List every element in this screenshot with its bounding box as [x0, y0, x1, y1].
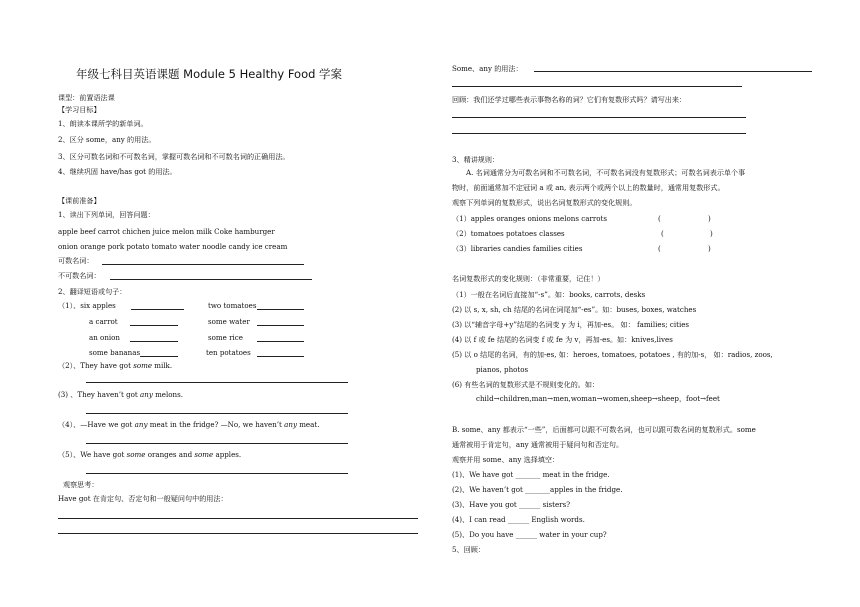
plural-example: （3）libraries candies families cities: [452, 244, 583, 253]
section-3-heading: 3、精讲规则：: [452, 155, 500, 164]
goals-heading: 【学习目标】: [58, 105, 101, 114]
phrase-left: a carrot: [89, 317, 118, 326]
goal-item: 4、继续巩固 have/has got 的用法。: [58, 167, 177, 176]
sentence-2: （2）、They have got some milk.: [58, 361, 173, 370]
answer-line[interactable]: [452, 117, 746, 118]
rule-a-text: 物时，前面通常加不定冠词 a 或 an, 表示两个或两个以上的数量时，通常用复数形式。: [452, 183, 725, 192]
answer-line[interactable]: [140, 356, 178, 357]
word-list-row: apple beef carrot chichen juice melon milk Coke hamburger: [58, 227, 275, 236]
phrase-right: ten potatoes: [206, 348, 251, 357]
answer-line[interactable]: [130, 325, 178, 326]
plural-example: （2）tomatoes potatoes classes: [452, 229, 565, 238]
answer-paren-open: (: [661, 229, 664, 238]
goal-item: 3、区分可数名词和不可数名词，掌握可数名词和不可数名词的正确用法。: [58, 152, 290, 161]
task-1: 1、读出下列单词，回答问题：: [58, 210, 155, 219]
prep-heading: 【课前准备】: [58, 196, 101, 205]
answer-line[interactable]: [86, 413, 348, 414]
plural-rule: (3) 以“辅音字母+y”结尾的名词变 y 为 i，再加-es。 如： families; cities: [452, 320, 690, 329]
answer-line[interactable]: [452, 133, 746, 134]
answer-paren-open: (: [658, 244, 661, 253]
phrase-left: an onion: [89, 333, 121, 342]
rule-a-text: A. 名词通常分为可数名词和不可数名词，不可数名词没有复数形式；可数名词表示单个事: [466, 168, 746, 177]
answer-line[interactable]: [58, 533, 418, 534]
task-2: 2、翻译短语或句子：: [58, 287, 127, 296]
answer-line[interactable]: [110, 279, 312, 280]
answer-line[interactable]: [257, 356, 304, 357]
answer-line[interactable]: [257, 325, 304, 326]
answer-line[interactable]: [534, 71, 812, 72]
have-got-usage: Have got 在肯定句、否定句和一般疑问句中的用法：: [58, 494, 228, 503]
plural-rule: (6) 有些名词的复数形式是不规则变化的。如：: [452, 380, 600, 389]
uncountable-label: 不可数名词：: [58, 271, 101, 280]
answer-paren-open: (: [658, 214, 661, 223]
course-type: 课型：前置语法课: [58, 93, 115, 102]
goal-item: 1、朗读本课所学的新单词。: [58, 119, 148, 128]
plural-rule: child→children,man→men,woman→women,sheep→sheep，foot→feet: [476, 394, 720, 403]
rule-b-text: 通常被用于肯定句，any 通常被用于疑问句和否定句。: [452, 440, 624, 449]
answer-line[interactable]: [130, 341, 178, 342]
plural-rule: (5) 以 o 结尾的名词，有的加-es, 如：heroes, tomatoes, potatoes , 有的加-s， 如：radios, zoos,: [452, 350, 773, 359]
answer-line[interactable]: [58, 518, 418, 519]
plural-rule: (4) 以 f 或 fe 结尾的名词变 f 或 fe 为 v，再加-es。如：knives,lives: [452, 335, 673, 344]
rule-b-text: B. some、any 都表示“一些”，后面都可以跟不可数名词，也可以跟可数名词的复数形式。some: [452, 425, 756, 434]
phrase-right: two tomatoes: [208, 301, 257, 310]
observe-heading: 观察思考：: [63, 480, 99, 489]
plural-rule: （1）一般在名词后直接加“-s”。如：books, carrots, desks: [452, 290, 646, 299]
answer-line[interactable]: [257, 341, 304, 342]
plural-rule: (2) 以 s, x, sh, ch 结尾的名词在词尾加“-es”。如：buses, boxes, watches: [452, 305, 697, 314]
phrase-right: some rice: [208, 333, 243, 342]
answer-line[interactable]: [452, 86, 742, 87]
section-5-heading: 5、回顾：: [452, 545, 485, 554]
plural-rules-heading: 名词复数形式的变化规则：（非常重要，记住！）: [452, 274, 605, 283]
word-list-row: onion orange pork potato tomato water noodle candy ice cream: [58, 242, 288, 251]
review-prompt: 回顾：我们还学过哪些表示事物名称的词？它们有复数形式吗？请写出来：: [452, 95, 687, 104]
rule-b-text: 观察并用 some、any 选择填空：: [452, 455, 560, 464]
answer-paren-close: ): [708, 244, 711, 253]
rule-a-text: 观察下列单词的复数形式，说出名词复数形式的变化规则。: [452, 198, 637, 207]
plural-rule: pianos, photos: [476, 365, 529, 374]
phrase-left: （1）、six apples: [58, 301, 116, 310]
answer-line[interactable]: [131, 309, 184, 310]
answer-paren-close: ): [708, 214, 711, 223]
answer-line[interactable]: [102, 264, 304, 265]
answer-line[interactable]: [257, 309, 304, 310]
sentence-4: （4）、—Have we got any meat in the fridge? —No, we haven’t any meat.: [58, 420, 320, 429]
fill-blank-item[interactable]: (2)、We haven’t got _______apples in the fridge.: [452, 485, 623, 494]
fill-blank-item[interactable]: (4)、I can read ______ English words.: [452, 515, 585, 524]
page-title: 年级七科目英语课题 Module 5 Healthy Food 学案: [76, 67, 343, 81]
countable-label: 可数名词：: [58, 256, 94, 265]
sentence-3: (3) 、They haven’t got any melons.: [58, 390, 184, 399]
plural-example: （1）apples oranges onions melons carrots: [452, 214, 607, 223]
answer-line[interactable]: [86, 443, 348, 444]
fill-blank-item[interactable]: (1)、We have got _______ meat in the fridge.: [452, 470, 610, 479]
goal-item: 2、区分 some，any 的用法。: [58, 135, 156, 144]
some-any-usage: Some、any 的用法：: [452, 64, 523, 73]
phrase-right: some water: [208, 317, 250, 326]
fill-blank-item[interactable]: (3)、Have you got ______ sisters?: [452, 500, 571, 509]
sentence-5: （5）、We have got some oranges and some apples.: [58, 450, 242, 459]
answer-line[interactable]: [86, 382, 348, 383]
answer-line[interactable]: [86, 473, 348, 474]
fill-blank-item[interactable]: (5)、Do you have ______ water in your cup?: [452, 530, 607, 539]
answer-paren-close: ): [710, 229, 713, 238]
phrase-left: some bananas: [89, 348, 141, 357]
